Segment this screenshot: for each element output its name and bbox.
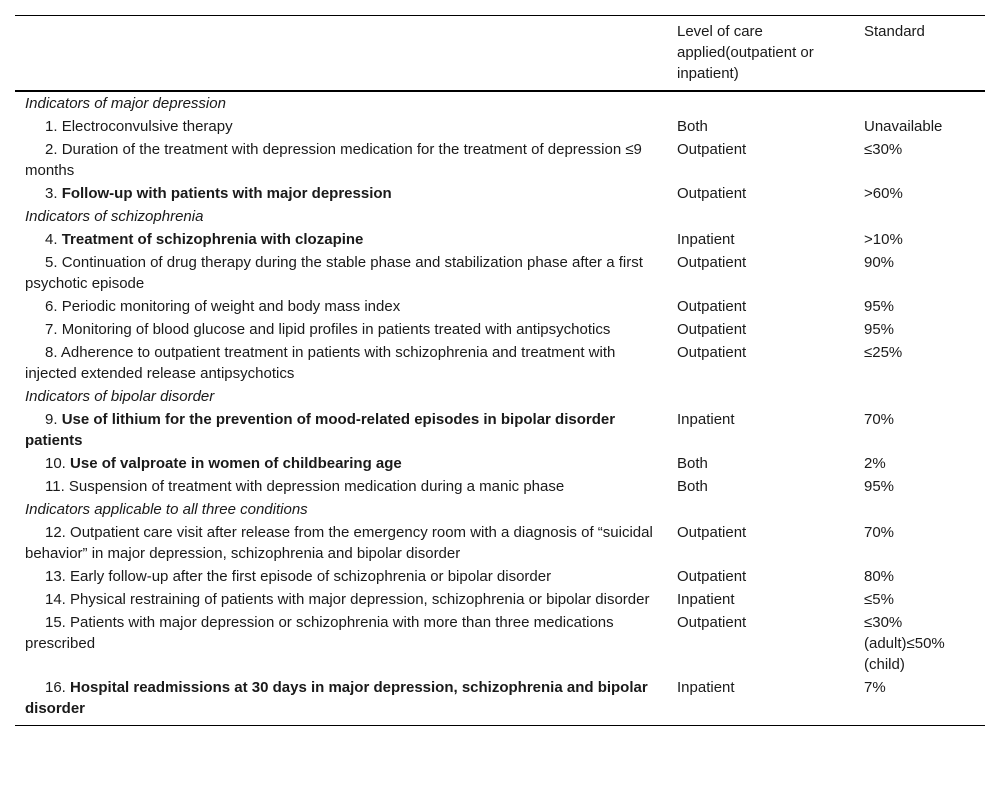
standard-cell: 70% (864, 524, 895, 541)
standard-cell: >10% (864, 231, 903, 248)
table-row (15, 115, 985, 138)
standard-cell: 90% (864, 254, 895, 271)
quality-indicators-table (15, 15, 985, 726)
section-title: Indicators of bipolar disorder (25, 388, 215, 405)
indicator-cell (15, 228, 667, 251)
section-row (15, 498, 985, 521)
table-row (15, 295, 985, 318)
indicator-text: Early follow-up after the first episode of schizophrenia or bipolar disorder (70, 568, 552, 585)
indicator-number: 1. (45, 118, 58, 135)
indicator-text: Electroconvulsive therapy (61, 118, 233, 135)
indicator-cell (15, 611, 667, 676)
indicator-text: Hospital readmissions at 30 days in major depression, schizophrenia and bipolar disorder (25, 679, 648, 717)
indicator-cell (15, 565, 667, 588)
indicator-number: 8. (45, 344, 58, 361)
indicator-number: 11. (45, 478, 65, 495)
level-of-care-cell: Outpatient (677, 185, 747, 202)
indicator-text: Use of valproate in women of childbearing age (70, 455, 402, 472)
level-of-care-cell: Outpatient (677, 321, 747, 338)
indicator-cell (15, 251, 667, 295)
standard-cell: ≤30% (864, 141, 903, 158)
indicator-number: 4. (45, 231, 58, 248)
table-header (15, 16, 985, 92)
indicator-number: 3. (45, 185, 58, 202)
indicator-text: Monitoring of blood glucose and lipid profiles in patients treated with antipsychotics (61, 321, 611, 338)
indicator-number: 2. (45, 141, 58, 158)
document-page (15, 15, 985, 726)
table-row (15, 521, 985, 565)
indicator-number: 9. (45, 411, 58, 428)
table-row (15, 251, 985, 295)
standard-cell: 95% (864, 298, 895, 315)
level-of-care-cell: Both (677, 478, 708, 495)
indicator-cell (15, 318, 667, 341)
level-of-care-cell: Both (677, 118, 708, 135)
indicator-text: Outpatient care visit after release from the emergency room with a diagnosis of “suicidal behavior” in major depression, schizophrenia and bipolar disorder (25, 524, 653, 562)
level-of-care-cell: Outpatient (677, 344, 747, 361)
indicator-text: Follow-up with patients with major depression (61, 185, 392, 202)
indicator-text: Duration of the treatment with depression medication for the treatment of depression ≤9 months (25, 141, 642, 179)
indicator-cell (15, 182, 667, 205)
section-row (15, 205, 985, 228)
table-row (15, 676, 985, 726)
level-of-care-cell: Outpatient (677, 141, 747, 158)
indicator-number: 15. (45, 614, 66, 631)
table-row (15, 452, 985, 475)
indicator-number: 10. (45, 455, 66, 472)
standard-cell: 2% (864, 455, 886, 472)
standard-cell: >60% (864, 185, 903, 202)
indicator-cell (15, 676, 667, 726)
header-standard: Standard (864, 23, 925, 40)
table-row (15, 318, 985, 341)
level-of-care-cell: Outpatient (677, 614, 747, 631)
indicator-text: Periodic monitoring of weight and body mass index (61, 298, 401, 315)
section-title: Indicators of major depression (25, 95, 226, 112)
standard-cell: ≤5% (864, 591, 894, 608)
indicator-number: 5. (45, 254, 58, 271)
indicator-text: Adherence to outpatient treatment in patients with schizophrenia and treatment with injected extended release antipsychotics (25, 344, 616, 382)
level-of-care-cell: Outpatient (677, 298, 747, 315)
indicator-text: Use of lithium for the prevention of mood-related episodes in bipolar disorder patients (25, 411, 616, 449)
level-of-care-cell: Inpatient (677, 411, 735, 428)
level-of-care-cell: Inpatient (677, 591, 735, 608)
table-row (15, 408, 985, 452)
indicator-number: 7. (45, 321, 58, 338)
table-row (15, 475, 985, 498)
table-row (15, 182, 985, 205)
level-of-care-cell: Outpatient (677, 254, 747, 271)
indicator-text: Continuation of drug therapy during the stable phase and stabilization phase after a first psychotic episode (25, 254, 643, 292)
table-body (15, 91, 985, 726)
level-of-care-cell: Inpatient (677, 231, 735, 248)
indicator-number: 14. (45, 591, 66, 608)
section-row (15, 385, 985, 408)
table-row (15, 611, 985, 676)
level-of-care-cell: Both (677, 455, 708, 472)
indicator-number: 6. (45, 298, 58, 315)
standard-cell: 95% (864, 321, 895, 338)
section-title: Indicators applicable to all three conditions (25, 501, 308, 518)
indicator-number: 13. (45, 568, 66, 585)
indicator-cell (15, 295, 667, 318)
table-row (15, 341, 985, 385)
table-row (15, 588, 985, 611)
indicator-cell (15, 115, 667, 138)
indicator-number: 12. (45, 524, 66, 541)
indicator-number: 16. (45, 679, 66, 696)
indicator-cell (15, 521, 667, 565)
indicator-cell (15, 408, 667, 452)
standard-cell: ≤25% (864, 344, 903, 361)
table-row (15, 228, 985, 251)
indicator-cell (15, 452, 667, 475)
standard-cell: 80% (864, 568, 895, 585)
indicator-cell (15, 341, 667, 385)
standard-cell: Unavailable (864, 118, 943, 135)
indicator-cell (15, 475, 667, 498)
indicator-cell (15, 588, 667, 611)
table-row (15, 565, 985, 588)
level-of-care-cell: Outpatient (677, 524, 747, 541)
indicator-text: Physical restraining of patients with major depression, schizophrenia or bipolar disorder (70, 591, 650, 608)
level-of-care-cell: Inpatient (677, 679, 735, 696)
header-level-of-care: Level of care applied(outpatient or inpatient) (677, 23, 814, 82)
header-indicator (15, 16, 667, 92)
table-row (15, 138, 985, 182)
indicator-text: Suspension of treatment with depression medication during a manic phase (68, 478, 565, 495)
indicator-text: Treatment of schizophrenia with clozapine (61, 231, 364, 248)
standard-cell: 7% (864, 679, 886, 696)
level-of-care-cell: Outpatient (677, 568, 747, 585)
standard-cell: 70% (864, 411, 895, 428)
standard-cell: ≤30% (adult)≤50% (child) (864, 614, 945, 673)
indicator-text: Patients with major depression or schizophrenia with more than three medications prescribed (25, 614, 614, 652)
section-row (15, 91, 985, 115)
standard-cell: 95% (864, 478, 895, 495)
section-title: Indicators of schizophrenia (25, 208, 204, 225)
indicator-cell (15, 138, 667, 182)
